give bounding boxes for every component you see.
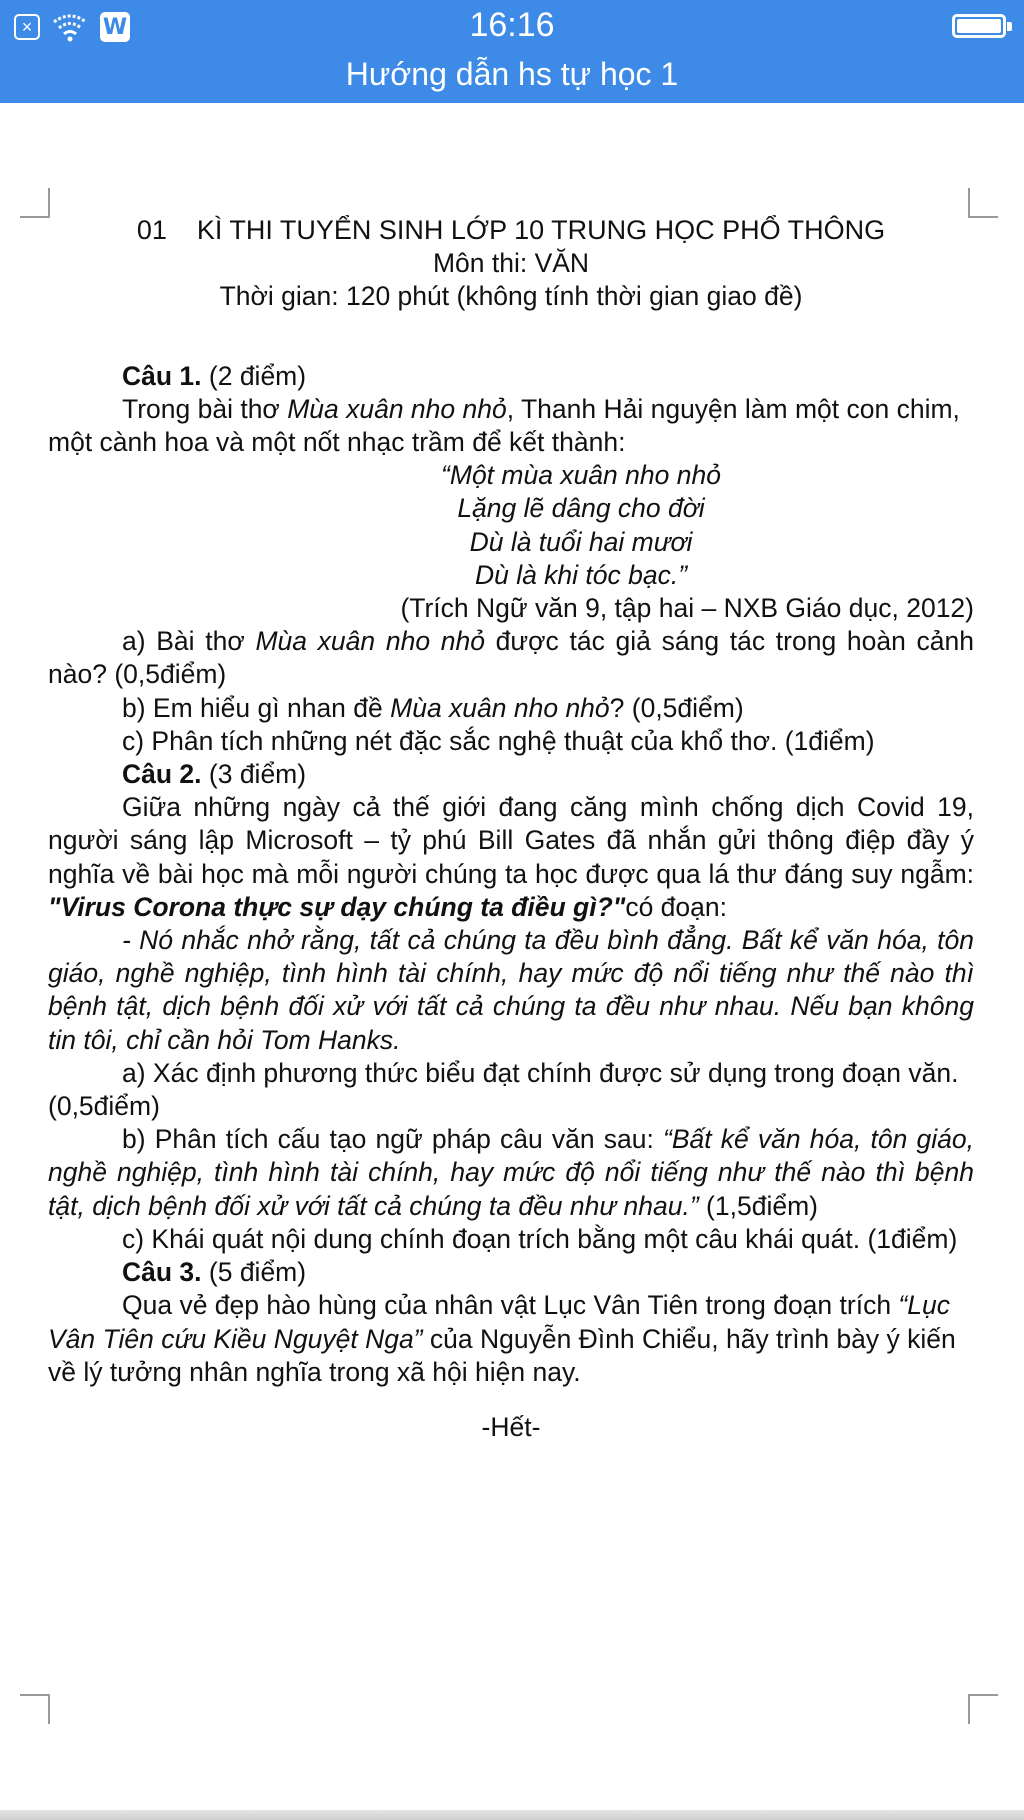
exam-duration: Thời gian: 120 phút (không tính thời gian giao đề) (219, 281, 803, 312)
question-2-c: c) Khái quát nội dung chính đoạn trích bằng một câu khái quát. (1điểm) (122, 1223, 958, 1254)
question-2-b: b) Phân tích cấu tạo ngữ pháp câu văn sau: “Bất kể văn hóa, tôn giáo, nghề nghiệp, tình hình tài chính, hay mức độ nổi tiếng như thế nào thì bệnh tật, dịch bệnh đối xử với tất cả chúng ta đều như nhau.” (1,5điểm) (48, 1124, 974, 1221)
battery-icon (952, 14, 1006, 38)
question-1-a: a) Bài thơ Mùa xuân nho nhỏ được tác giả sáng tác trong hoàn cảnh nào? (0,5điểm) (48, 626, 975, 690)
poem-line: “Một mùa xuân nho nhỏ (441, 460, 721, 491)
notification-close-icon: × (14, 14, 40, 40)
poem-excerpt (48, 459, 974, 592)
poem-source: (Trích Ngữ văn 9, tập hai – NXB Giáo dục, 2012) (400, 593, 974, 624)
question-2-intro: Giữa những ngày cả thế giới đang căng mình chống dịch Covid 19, người sáng lập Microsoft – tỷ phú Bill Gates đã nhắn gửi thông điệp đầy ý nghĩa về bài học mà mỗi người chúng ta học được qua lá thư đáng suy ngẫm: "Virus Corona thực sự dạy chúng ta điều gì?"có đoạn: (48, 792, 974, 922)
document-page[interactable] (48, 210, 974, 1444)
exam-subject: Môn thi: VĂN (432, 248, 590, 279)
page-corner-top-left (20, 188, 50, 218)
question-1-c: c) Phân tích những nét đặc sắc nghệ thuật của khổ thơ. (1điểm) (122, 725, 875, 756)
poem-line: Lặng lẽ dâng cho đời (457, 493, 705, 524)
exam-heading: 01 KÌ THI TUYỂN SINH LỚP 10 TRUNG HỌC PHỔ THÔNG (136, 215, 886, 245)
poem-line: Dù là khi tóc bạc.” (474, 559, 688, 590)
question-1-b: b) Em hiểu gì nhan đề Mùa xuân nho nhỏ? (0,5điểm) (122, 692, 744, 723)
question-1-intro: Trong bài thơ Mùa xuân nho nhỏ, Thanh Hải nguyện làm một con chim, một cành hoa và một nốt nhạc trầm để kết thành: (48, 393, 960, 458)
question-3-header: Câu 3. (5 điểm) (122, 1257, 307, 1288)
page-corner-bottom-left (20, 1694, 50, 1724)
question-2-header: Câu 2. (3 điểm) (122, 759, 307, 790)
question-1-header: Câu 1. (2 điểm) (122, 360, 307, 391)
question-2-excerpt: - Nó nhắc nhở rằng, tất cả chúng ta đều bình đẳng. Bất kể văn hóa, tôn giáo, nghề nghiệp, tình hình tài chính, hay mức độ nổi tiếng như thế nào thì bệnh tật, dịch bệnh đối xử với tất cả chúng ta đều như nhau. Nếu bạn không tin tôi, chỉ cần hỏi Tom Hanks. (48, 925, 974, 1055)
document-title: Hướng dẫn hs tự học 1 (345, 56, 679, 92)
page-bottom-edge (0, 1810, 1024, 1820)
app-top-bar (0, 0, 1024, 103)
question-2-a: a) Xác định phương thức biểu đạt chính được sử dụng trong đoạn văn. (0,5điểm) (48, 1057, 959, 1122)
wps-office-icon: W (100, 12, 130, 42)
question-3-prompt: Qua vẻ đẹp hào hùng của nhân vật Lục Vân Tiên trong đoạn trích “Lục Vân Tiên cứu Kiều Nguyệt Nga” của Nguyễn Đình Chiểu, hãy trình bày ý kiến về lý tưởng nhân nghĩa trong xã hội hiện nay. (48, 1290, 956, 1387)
end-marker: -Hết- (481, 1411, 541, 1442)
poem-line: Dù là tuổi hai mươi (469, 526, 693, 557)
status-clock: 16:16 (469, 6, 555, 44)
page-corner-bottom-right (968, 1694, 998, 1724)
